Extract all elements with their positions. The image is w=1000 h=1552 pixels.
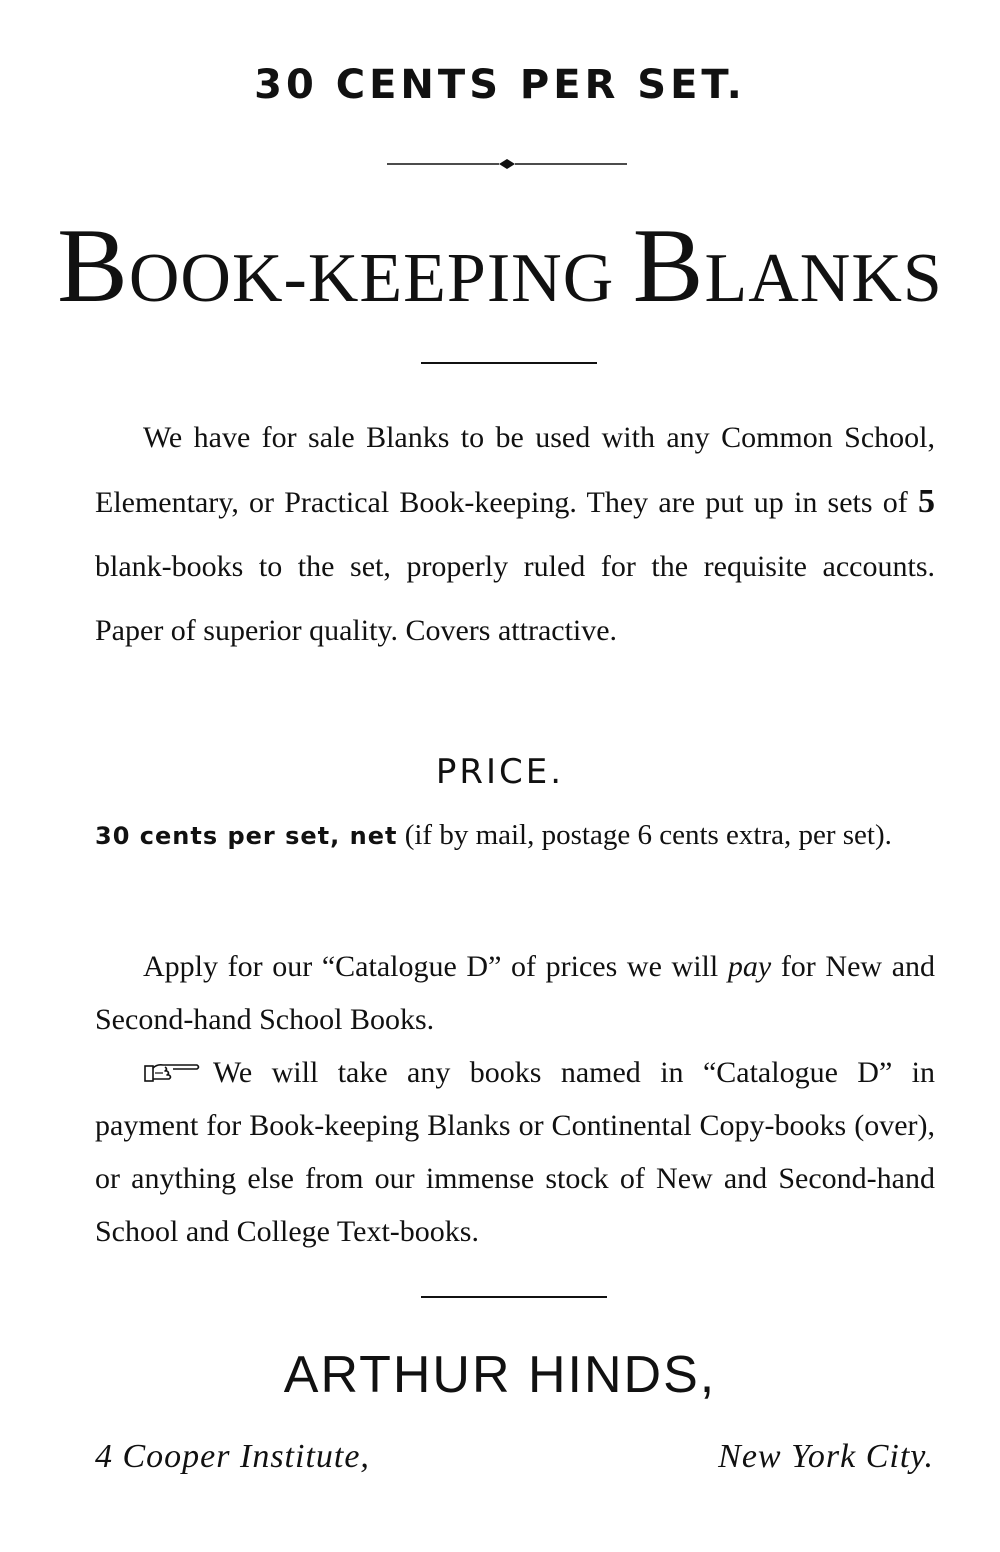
page-title — [0, 205, 1000, 327]
divider-rule — [421, 362, 597, 364]
intro-paragraph — [95, 406, 935, 663]
exchange-offer-text: We will take any books named in “Catalogue D” in payment for Book-keeping Blanks or Continental Copy-books (over), or anything else from our immense stock of New and Second-hand School and College Text-books. — [95, 1056, 935, 1248]
intro-text-after: blank-books to the set, properly ruled for the requisite accounts. Paper of superior quality. Covers attractive. — [95, 550, 935, 647]
price-banner: 30 CENTS PER SET. — [254, 62, 746, 108]
price-details — [95, 812, 935, 859]
catalogue-offer-emphasis: pay — [727, 950, 772, 983]
price-heading: PRICE. — [435, 752, 565, 792]
pointing-hand-icon — [143, 1059, 201, 1085]
catalogue-offer-paragraph — [95, 940, 935, 1046]
title-word-2: LANKS — [704, 240, 943, 317]
publisher-address: 4 Cooper Institute, — [95, 1438, 370, 1475]
publisher-city: New York City. — [718, 1438, 934, 1475]
exchange-offer-paragraph — [95, 1046, 935, 1258]
set-count: 5 — [918, 483, 935, 520]
catalogue-offer-text-before: Apply for our “Catalogue D” of prices we will — [143, 950, 719, 983]
price-amount: 30 cents per set, net — [95, 822, 398, 850]
publisher-name: ARTHUR HINDS, — [283, 1346, 717, 1404]
title-initial-1: B — [57, 207, 129, 324]
divider-rule-bottom — [421, 1296, 607, 1298]
diamond-rule-divider — [387, 159, 627, 169]
title-initial-2: B — [632, 207, 705, 324]
catalogue-offer-text-after: for New and Second-hand School Books. — [95, 950, 936, 1036]
price-postage-note: (if by mail, postage 6 cents extra, per set). — [404, 819, 892, 851]
title-word-1: OOK-KEEPING — [128, 240, 615, 317]
intro-text-before: We have for sale Blanks to be used with any Common School, Elementary, or Practical Book-keeping. They are put up in sets of — [95, 421, 935, 519]
